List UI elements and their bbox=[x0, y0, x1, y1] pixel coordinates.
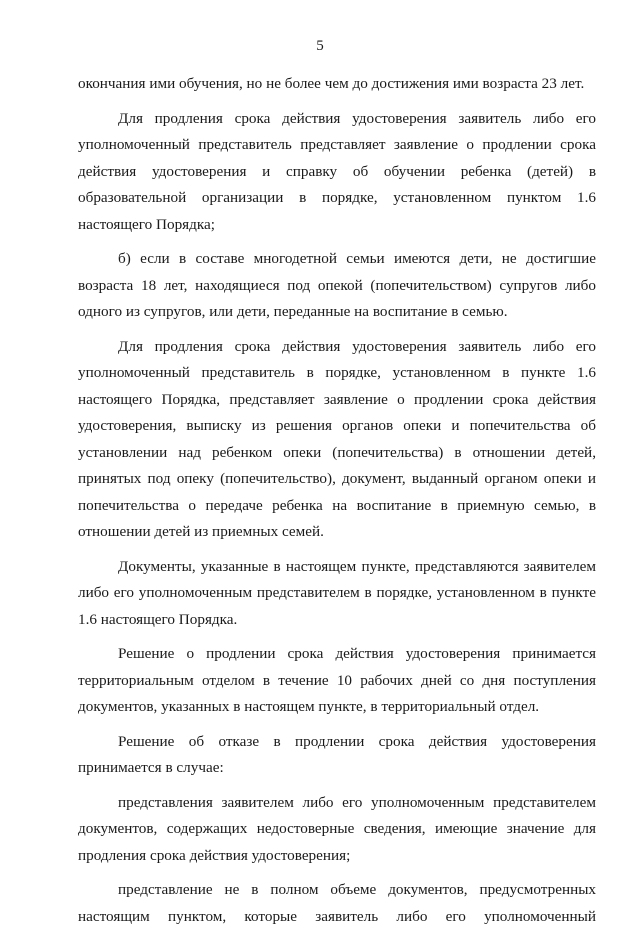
document-body bbox=[78, 71, 596, 930]
paragraph-refusal-reason-false-info: представления заявителем либо его уполномоченным представителем документов, содержащих недостоверные сведения, имеющие значение для продления срока действия удостоверения; bbox=[78, 793, 596, 864]
paragraph-item-b-guardianship: б) если в составе многодетной семьи имеются дети, не достигшие возраста 18 лет, находящиеся под опекой (попечительством) супругов либо одного из супругов, или дети, переданные на воспитание в семью. bbox=[78, 250, 596, 320]
paragraph-renewal-procedure-education: Для продления срока действия удостоверения заявитель либо его уполномоченный представитель представляет заявление о продлении срока действия удостоверения и справку об обучении ребенка (детей) в образовательной организации в порядке, установленном пунктом 1.6 настоящего Порядка; bbox=[78, 109, 596, 233]
paragraph-documents-submission: Документы, указанные в настоящем пункте, представляются заявителем либо его уполномоченным представителем в порядке, установленном в пункте 1.6 настоящего Порядка. bbox=[78, 557, 596, 628]
paragraph-continuation: окончания ими обучения, но не более чем до достижения ими возраста 23 лет. bbox=[78, 75, 585, 92]
page-number: 5 bbox=[316, 38, 324, 54]
paragraph-refusal-decision: Решение об отказе в продлении срока действия удостоверения принимается в случае: bbox=[78, 732, 596, 776]
paragraph-renewal-procedure-guardianship: Для продления срока действия удостоверения заявитель либо его уполномоченный представитель в порядке, установленном в пункте 1.6 настоящего Порядка, представляет заявление о продлении срока действия удостоверения, выписку из решения органов опеки и попечительства об установлении над ребенком опеки (попечительства) в отношении детей, принятых под опеку (попечительство), документ, выданный органом опеки и попечительства о передаче ребенка на воспитание в приемную семью, в отношении детей из приемных семей. bbox=[78, 337, 596, 540]
paragraph-renewal-decision: Решение о продлении срока действия удостоверения принимается территориальным отделом в течение 10 рабочих дней со дня поступления документов, указанных в настоящем пункте, в территориальный отдел. bbox=[78, 645, 596, 715]
paragraph-refusal-reason-incomplete: представление не в полном объеме документов, предусмотренных настоящим пунктом, которые заявитель либо его уполномоченный bbox=[78, 881, 596, 925]
